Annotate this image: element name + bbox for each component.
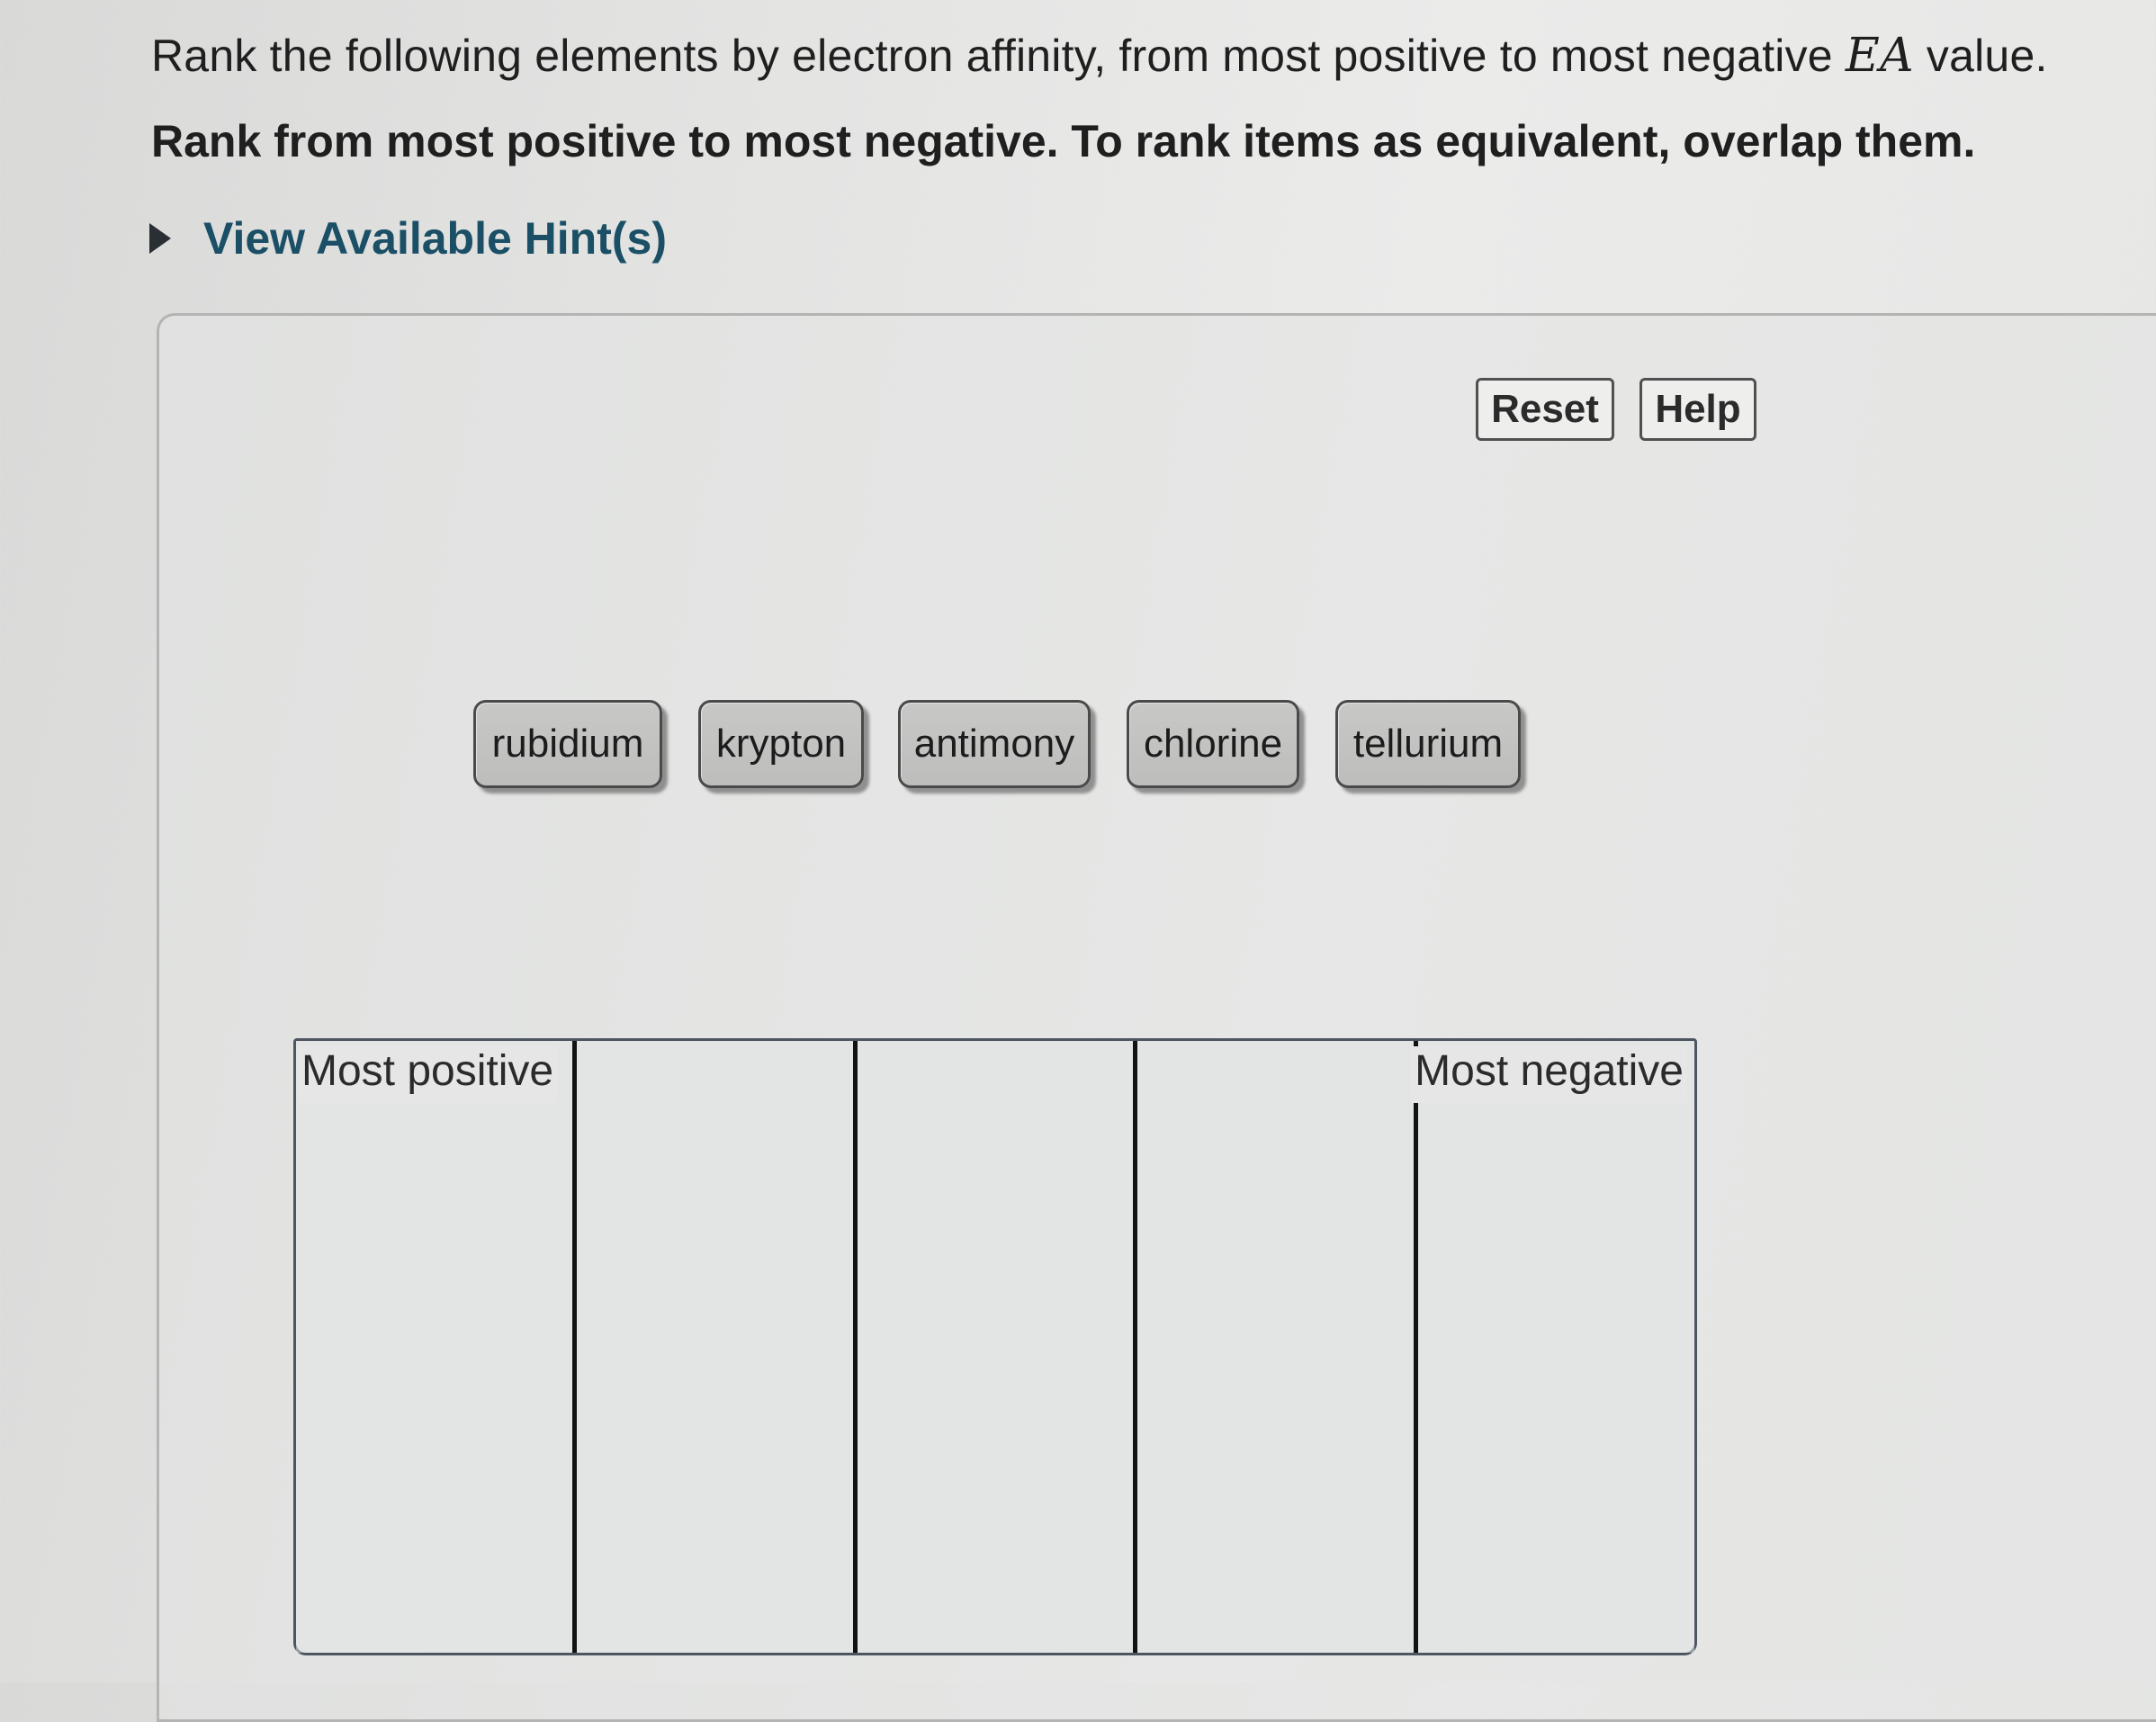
draggable-item-chlorine[interactable]: chlorine <box>1127 700 1299 788</box>
ranking-drop-area <box>293 1038 1697 1655</box>
draggable-item-tellurium[interactable]: tellurium <box>1335 700 1521 788</box>
view-hints-toggle[interactable] <box>149 212 667 265</box>
draggable-item-antimony[interactable]: antimony <box>898 700 1091 788</box>
rank-bin-3[interactable] <box>853 1041 1134 1653</box>
triangle-right-icon <box>149 223 171 254</box>
reset-button[interactable]: Reset <box>1476 378 1614 441</box>
view-hints-label[interactable]: View Available Hint(s) <box>203 213 667 264</box>
draggable-item-krypton[interactable]: krypton <box>698 700 864 788</box>
ranking-instruction: Rank from most positive to most negative. To rank items as equivalent, overlap them. <box>151 116 1976 166</box>
rank-bin-1[interactable] <box>296 1041 572 1653</box>
rank-bin-5[interactable] <box>1414 1041 1694 1653</box>
rank-bin-4[interactable] <box>1133 1041 1414 1653</box>
help-button[interactable]: Help <box>1639 378 1756 441</box>
question-text <box>151 29 2048 83</box>
most-negative-label: Most negative <box>1411 1046 1687 1103</box>
question-text-after: value. <box>1913 31 2048 81</box>
question-text-before: Rank the following elements by electron affinity, from most positive to most negative <box>151 31 1846 81</box>
draggable-item-rubidium[interactable]: rubidium <box>473 700 662 788</box>
question-math-ea: EA <box>1845 29 1914 83</box>
most-positive-label: Most positive <box>298 1046 557 1103</box>
rank-bin-2[interactable] <box>572 1041 853 1653</box>
